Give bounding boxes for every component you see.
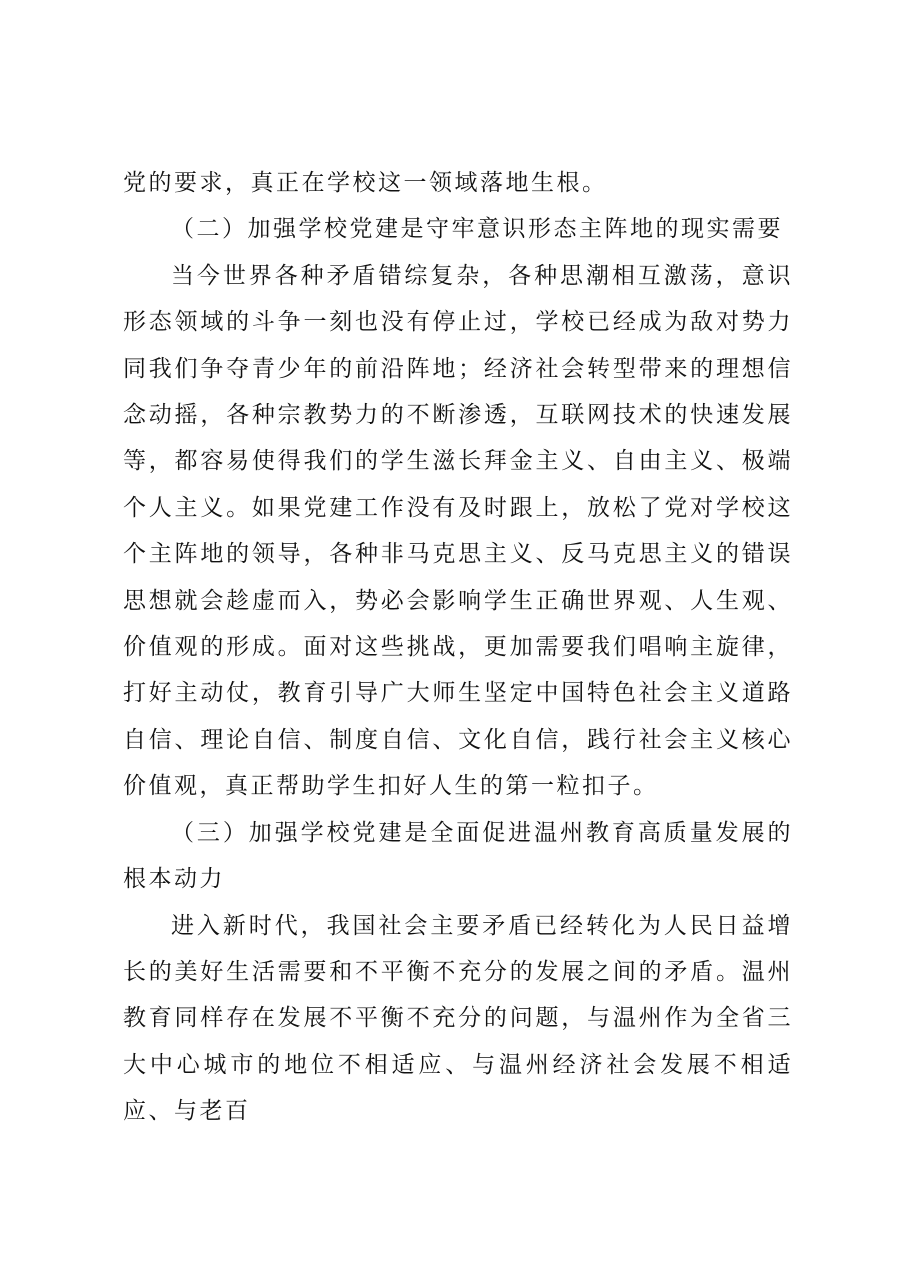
paragraph-ideology: 当今世界各种矛盾错综复杂，各种思潮相互激荡，意识形态领域的斗争一刻也没有停止过，学校已经成为敌对势力同我们争夺青少年的前沿阵地；经济社会转型带来的理想信念动摇，各种宗教势力的不断渗透，互联网技术的快速发展等，都容易使得我们的学生滋长拜金主义、自由主义、极端个人主义。如果党建工作没有及时跟上，放松了党对学校这个主阵地的领导，各种非马克思主义、反马克思主义的错误思想就会趁虚而入，势必会影响学生正确世界观、人生观、价值观的形成。面对这些挑战，更加需要我们唱响主旋律，打好主动仗，教育引导广大师生坚定中国特色社会主义道路自信、理论自信、制度自信、文化自信，践行社会主义核心价值观，真正帮助学生扣好人生的第一粒扣子。 (123, 262, 793, 800)
section-heading-3: （三）加强学校党建是全面促进温州教育高质量发展的根本动力 (123, 819, 793, 893)
paragraph-new-era: 进入新时代，我国社会主要矛盾已经转化为人民日益增长的美好生活需要和不平衡不充分的发展之间的矛盾。温州教育同样存在发展不平衡不充分的问题，与温州作为全省三大中心城市的地位不相适应、与温州经济社会发展不相适应、与老百 (123, 912, 793, 1125)
section-heading-2: （二）加强学校党建是守牢意识形态主阵地的现实需要 (171, 216, 783, 243)
paragraph-continuation: 党的要求，真正在学校这一领域落地生根。 (123, 170, 608, 196)
document-body (123, 160, 793, 1135)
